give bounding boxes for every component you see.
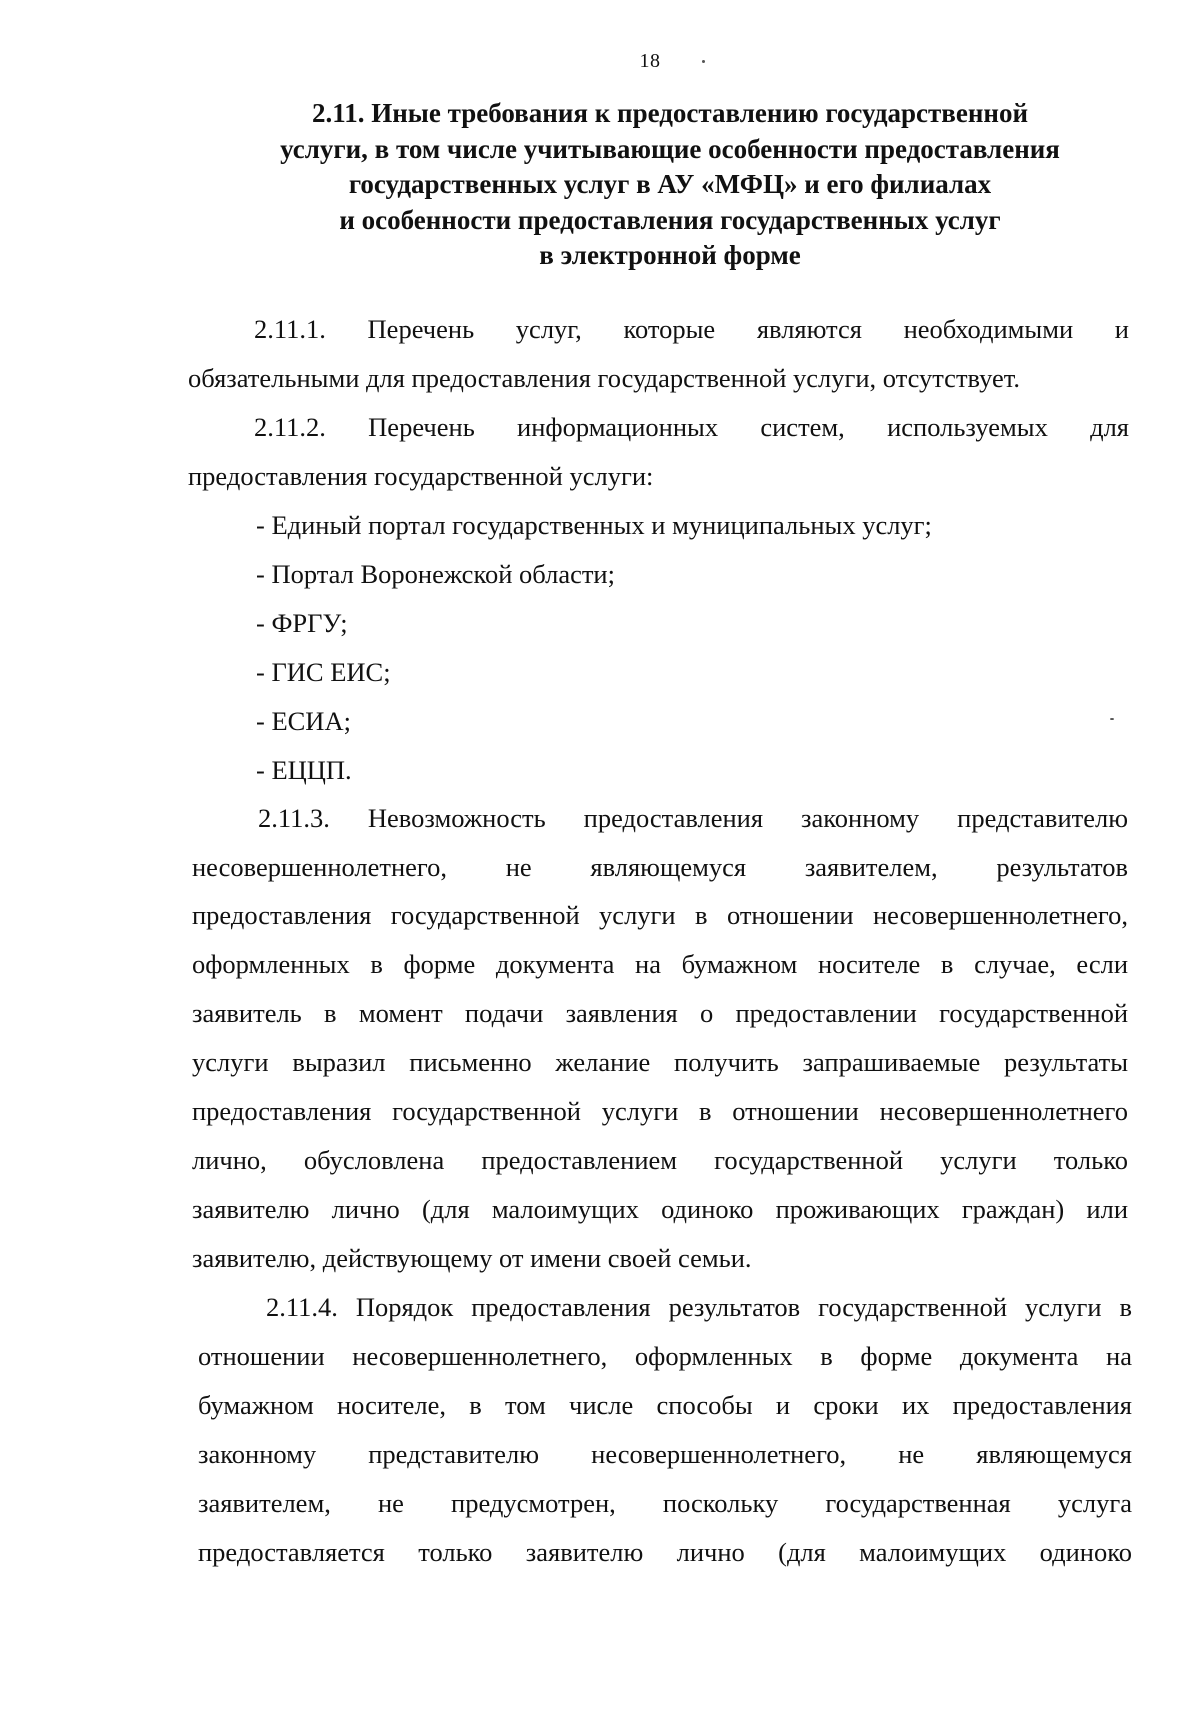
list-item: - Портал Воронежской области; [256, 559, 615, 589]
paragraph-2-11-3-line: оформленных в форме документа на бумажном носителе в случае, если [192, 949, 1128, 979]
heading-line: услуги, в том числе учитывающие особенности предоставления [280, 133, 1060, 164]
paragraph-2-11-3-line: предоставления государственной услуги в отношении несовершеннолетнего, [192, 900, 1128, 930]
page-number: 18 [639, 50, 661, 72]
scan-speck [702, 60, 705, 63]
paragraph-2-11-3-line: заявитель в момент подачи заявления о предоставлении государственной [192, 998, 1128, 1028]
paragraph-2-11-3-line: несовершеннолетнего, не являющемуся заявителем, результатов [192, 852, 1128, 882]
section-heading [240, 96, 1100, 274]
paragraph-2-11-4-line: 2.11.4. Порядок предоставления результатов государственной услуги в [266, 1292, 1132, 1322]
paragraph-2-11-4-line: предоставляется только заявителю лично (для малоимущих одиноко [198, 1537, 1132, 1567]
heading-line: и особенности предоставления государственных услуг [339, 204, 1001, 235]
paragraph-2-11-4-line: законному представителю несовершеннолетнего, не являющемуся [198, 1439, 1132, 1469]
paragraph-2-11-3-line: предоставления государственной услуги в отношении несовершеннолетнего [192, 1096, 1128, 1126]
paragraph-2-11-4-line: бумажном носителе, в том числе способы и сроки их предоставления [198, 1390, 1132, 1420]
paragraph-2-11-3-line: лично, обусловлена предоставлением государственной услуги только [192, 1145, 1128, 1175]
list-item: - ФРГУ; [256, 608, 348, 638]
paragraph-2-11-3-line: заявителю лично (для малоимущих одиноко проживающих граждан) или [192, 1194, 1128, 1224]
paragraph-2-11-1-line: обязательными для предоставления государственной услуги, отсутствует. [188, 363, 1021, 393]
paragraph-2-11-3-line: услуги выразил письменно желание получить запрашиваемые результаты [192, 1047, 1128, 1077]
paragraph-2-11-4-line: отношении несовершеннолетнего, оформленных в форме документа на [198, 1341, 1132, 1371]
list-item: - ЕСИА; [256, 706, 351, 736]
paragraph-2-11-3-line: заявителю, действующему от имени своей семьи. [192, 1243, 752, 1273]
list-item: - Единый портал государственных и муниципальных услуг; [256, 510, 932, 540]
paragraph-2-11-3-line: 2.11.3. Невозможность предоставления законному представителю [258, 803, 1128, 833]
paragraph-2-11-2-line: 2.11.2. Перечень информационных систем, используемых для [254, 412, 1129, 442]
list-item: - ЕЦЦП. [256, 755, 352, 785]
heading-line: 2.11. Иные требования к предоставлению государственной [311, 98, 1028, 128]
paragraph-2-11-4-line: заявителем, не предусмотрен, поскольку государственная услуга [198, 1488, 1132, 1518]
paragraph-2-11-1-line: 2.11.1. Перечень услуг, которые являются необходимыми и [254, 314, 1129, 344]
heading-line: в электронной форме [539, 240, 801, 270]
paragraph-2-11-2-line: предоставления государственной услуги: [188, 461, 654, 491]
list-item: - ГИС ЕИС; [256, 657, 391, 687]
scan-speck [1110, 718, 1114, 720]
heading-line: государственных услуг в АУ «МФЦ» и его филиалах [348, 169, 992, 199]
